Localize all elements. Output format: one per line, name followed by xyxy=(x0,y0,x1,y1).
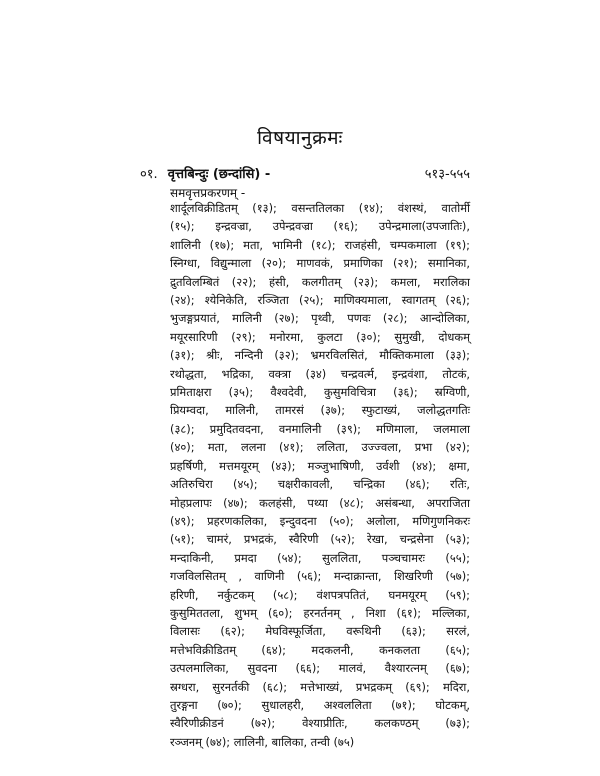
entry-line: अतिरुचिरा (४५); चक्षरीकावली, चन्द्रिका (४६); रतिः, xyxy=(170,477,470,492)
entry-line: प्रमिताक्षरा (३५); वैश्वदेवी, कुसुमविचित्रा (३६); स्रग्विणी, xyxy=(170,385,470,400)
entry-line: कुसुमिततला, शुभम् (६०); हरनर्तनम् , निशा (६१); मल्लिका, xyxy=(170,605,470,620)
entries-block xyxy=(170,199,470,751)
entry-line: मोहप्रलापः (४७); कलहंसी, पथ्या (४८); असंबन्धा, अपराजिता xyxy=(170,495,470,510)
entry-line: (५१); चामरं, प्रभद्रकं, स्वैरिणी (५२); रेखा, चन्द्रसेना (५३); xyxy=(170,532,470,547)
entry-line: रञ्जनम् (७४); लालिनी, बालिका, तन्वी (७५) xyxy=(170,734,355,749)
section-title: वृत्तबिन्दुः (छन्दांसि) - xyxy=(167,167,271,182)
page-title: विषयानुक्रमः xyxy=(257,127,343,149)
entry-line: (१५); इन्द्रवज्रा, उपेन्द्रवज्रा (१६); उपेन्द्रमाला(उपजातिः), xyxy=(170,219,470,234)
entry-line: स्निग्धा, विद्युन्माला (२०); माणवकं, प्रमाणिका (२१); समानिका, xyxy=(170,256,470,271)
entry-line: (४९); प्रहरणकलिका, इन्दुवदना (५०); अलोला, मणिगुणनिकरः xyxy=(170,513,470,528)
section-pages: ५१३-५५५ xyxy=(424,167,470,182)
entry-line: उत्पलमालिका, सुवदना (६६); मालवं, वैश्यारत्नम् (६७); xyxy=(170,661,470,676)
entry-line: प्रियम्वदा, मालिनी, तामरसं (३७); स्फुटाख्यं, जलोद्धतगतिः xyxy=(170,403,470,418)
entry-line: स्रग्धरा, सुरनर्तकी (६८); मत्तेभाख्यं, प्रभद्रकम् (६९); मदिरा, xyxy=(170,679,470,694)
entry-line: (३१); श्रीः, नन्दिनी (३२); भ्रमरविलसितं, मौक्तिकमाला (३३); xyxy=(170,348,470,363)
entry-line: (४०); मता, ललना (४१); ललिता, उज्ज्वला, प्रभा (४२); xyxy=(170,440,470,455)
entry-line: विलासः (६२); मेघविस्फूर्जिता, वरूथिनी (६३); सरलं, xyxy=(170,624,470,639)
entry-line: मत्तेभविक्रीडितम् (६४); मदकलनी, कनकलता (६५); xyxy=(170,642,470,657)
entry-line: रथोद्धता, भद्रिका, वक्त्रा (३४) चन्द्रवर्त्म, इन्द्रवंशा, तोटकं, xyxy=(170,366,470,381)
entry-line: गजविलसितम् , वाणिनी (५६); मन्दाक्रान्ता, शिखरिणी (५७); xyxy=(170,569,470,584)
entry-line: हरिणी, नर्कुटकम् (५८); वंशपत्रपतितं, घनमयूरम् (५९); xyxy=(170,587,470,602)
entry-line: स्वैरिणीक्रीडनं (७२); वेश्याप्रीतिः, कलकण्ठम् (७३); xyxy=(170,716,470,731)
section-heading xyxy=(140,164,470,182)
entry-line: द्रुतविलम्बितं (२२); हंसी, कलगीतम् (२३); कमला, मरालिका xyxy=(170,274,470,289)
entry-line: (३८); प्रमुदितवदना, वनमालिनी (३९); मणिमाला, जलमाला xyxy=(170,421,470,436)
entry-line: मन्दाकिनी, प्रमदा (५४); सुललिता, पञ्चचामरः (५५); xyxy=(170,550,470,565)
entry-line: प्रहर्षिणी, मत्तमयूरम् (४३); मञ्जुभाषिणी, उर्वशी (४४); क्षमा, xyxy=(170,458,470,473)
entry-line: शालिनी (१७); मता, भामिनी (१८); राजहंसी, चम्पकमाला (१९); xyxy=(170,237,470,252)
entry-line: (२४); श्येनिकेति, रञ्जिता (२५); माणिक्यमाला, स्वागतम् (२६); xyxy=(170,293,470,308)
subsection-title: समवृत्तप्रकरणम् - xyxy=(170,186,246,200)
entry-line: भुजङ्गप्रयातं, मालिनी (२७); पृथ्वी, पणवः (२८); आन्दोलिका, xyxy=(170,311,470,326)
entry-line: मयूरसारिणी (२९); मनोरमा, कुलटा (३०); सुमुखी, दोधकम् xyxy=(170,329,470,344)
entry-line: शार्दूलविक्रीडितम् (१३); वसन्ततिलका (१४); वंशस्थं, वातोर्मी xyxy=(170,201,470,215)
section-label xyxy=(140,164,270,182)
section-number: ०१. xyxy=(140,167,158,182)
entry-line: तुरङ्गना (७०); सुधालहरी, अश्वललिता (७१); घोटकम्, xyxy=(170,697,470,712)
